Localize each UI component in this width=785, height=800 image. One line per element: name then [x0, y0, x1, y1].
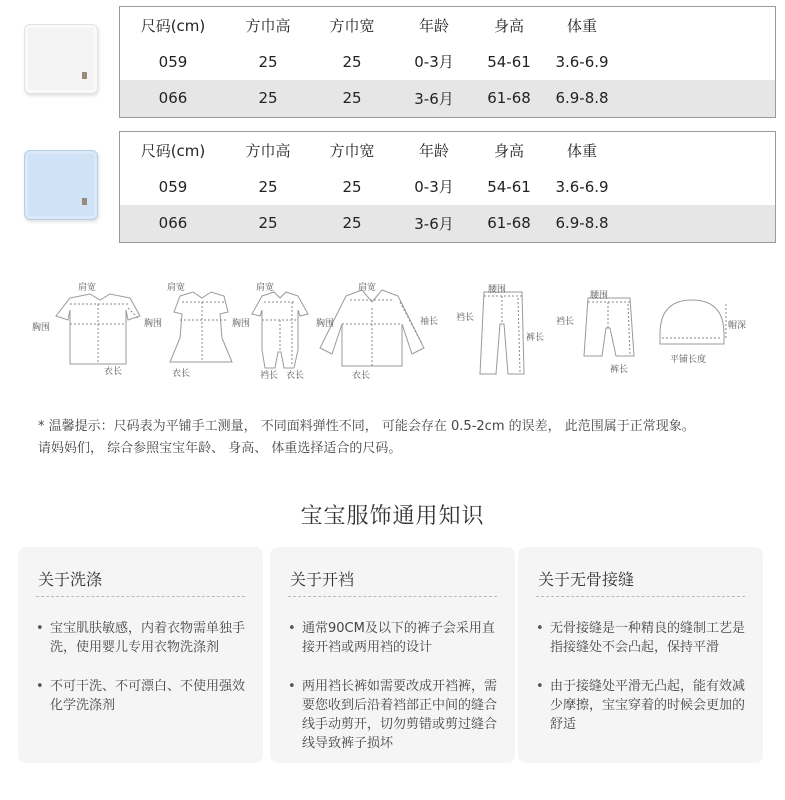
header-cell: 方巾宽: [329, 16, 375, 35]
label-length-2: 衣长: [172, 369, 191, 379]
table-cell: 25: [342, 214, 362, 233]
card-title: 关于洗涤: [36, 567, 245, 597]
tip-line-1: * 温馨提示：尺码表为平铺手工测量， 不同面料弹性不同， 可能会存在 0.5-2cm 的误差， 此范围属于正常现象。: [38, 419, 695, 434]
label-length-1: 衣长: [104, 367, 123, 377]
table-cell: 25: [258, 177, 278, 196]
measurement-diagrams-svg: [30, 278, 760, 388]
table-cell: 066: [158, 214, 188, 233]
blue-towel-image: [24, 150, 98, 220]
label-chest-3: 胸围: [232, 319, 251, 329]
label-pants-length-6: 裤长: [610, 365, 629, 375]
label-crotch-6: 裆长: [556, 317, 575, 327]
list-item: • 不可干洗、不可漂白、不使用强效化学洗涤剂: [36, 677, 245, 715]
list-item: • 无骨接缝是一种精良的缝制工艺是指接缝处不会凸起，保持平滑: [536, 619, 745, 657]
label-shoulder-3: 肩宽: [256, 283, 275, 293]
table-row: [120, 169, 775, 206]
card-washing: [18, 547, 263, 763]
table-cell: 059: [158, 52, 188, 71]
table-cell: 25: [258, 89, 278, 108]
table-header-row: [120, 132, 775, 169]
card-list: [36, 619, 245, 715]
table-cell: 25: [258, 214, 278, 233]
header-cell: 体重: [566, 141, 597, 160]
label-chest-4: 胸围: [316, 319, 335, 329]
header-cell: 体重: [566, 16, 597, 35]
list-item: • 通常90CM及以下的裤子会采用直接开裆或两用裆的设计: [288, 619, 497, 657]
towel-tag: [82, 198, 87, 205]
table-row: [120, 205, 775, 242]
card-title: 关于无骨接缝: [536, 567, 745, 597]
white-towel-image: [24, 24, 98, 94]
size-table-white: [119, 6, 776, 118]
table-cell: 3.6-6.9: [555, 52, 609, 71]
label-waist-6: 腰围: [590, 291, 609, 301]
table-cell: 059: [158, 177, 188, 196]
table-cell: 6.9-8.8: [555, 89, 609, 108]
header-cell: 尺码(cm): [140, 141, 206, 160]
card-list: [288, 619, 497, 753]
table-cell: 61-68: [487, 214, 531, 233]
sizing-tip: [38, 416, 758, 460]
table-cell: 54-61: [487, 52, 531, 71]
table-cell: 0-3月: [414, 53, 454, 72]
shorts-shape: [584, 298, 634, 356]
table-cell: 25: [342, 177, 362, 196]
table-header-row: [120, 7, 775, 44]
header-cell: 身高: [493, 16, 524, 35]
label-chest-2: 胸围: [144, 319, 163, 329]
table-cell: 6.9-8.8: [555, 214, 609, 233]
table-cell: 25: [342, 52, 362, 71]
list-item: • 由于接缝处平滑无凸起，能有效减少摩擦，宝宝穿着的时候会更加的舒适: [536, 677, 745, 734]
list-item: • 两用裆长裤如需要改成开裆裤，需要您收到后沿着裆部正中间的缝合线手动剪开，切勿剪错或剪过缝合线导致裤子损坏: [288, 677, 497, 753]
table-cell: 54-61: [487, 177, 531, 196]
label-shoulder-1: 肩宽: [78, 283, 97, 293]
label-length-4: 衣长: [352, 371, 371, 381]
table-row: [120, 44, 775, 81]
label-flat-length: 平铺长度: [670, 355, 707, 365]
header-cell: 尺码(cm): [140, 16, 206, 35]
label-hat-depth: 帽深: [728, 321, 747, 331]
label-crotch-5: 裆长: [456, 313, 475, 323]
table-cell: 25: [342, 89, 362, 108]
label-chest-1: 胸围: [32, 323, 51, 333]
label-crotch-3: 裆长: [260, 371, 279, 381]
label-shoulder-4: 肩宽: [358, 283, 377, 293]
table-cell: 0-3月: [414, 178, 454, 197]
label-pants-length-5: 裤长: [526, 333, 545, 343]
table-cell: 61-68: [487, 89, 531, 108]
table-row: [120, 80, 775, 117]
label-waist-5: 腰围: [488, 285, 507, 295]
card-seamless: [518, 547, 763, 763]
card-list: [536, 619, 745, 734]
header-cell: 年龄: [418, 141, 449, 160]
card-title: 关于开裆: [288, 567, 497, 597]
table-cell: 3-6月: [414, 89, 454, 108]
hat-shape: [660, 300, 724, 344]
towel-tag: [82, 72, 87, 79]
table-cell: 3-6月: [414, 214, 454, 233]
card-open-crotch: [270, 547, 515, 763]
table-cell: 25: [258, 52, 278, 71]
header-cell: 方巾高: [245, 16, 291, 35]
label-shoulder-2: 肩宽: [167, 283, 186, 293]
label-length-3: 衣长: [286, 371, 305, 381]
header-cell: 方巾宽: [329, 141, 375, 160]
measurement-diagrams: [30, 278, 760, 388]
table-cell: 066: [158, 89, 188, 108]
list-item: • 宝宝肌肤敏感，内着衣物需单独手洗，使用婴儿专用衣物洗涤剂: [36, 619, 245, 657]
header-cell: 身高: [493, 141, 524, 160]
tip-line-2: 请妈妈们， 综合参照宝宝年龄、 身高、 体重选择适合的尺码。: [38, 441, 402, 456]
header-cell: 年龄: [418, 16, 449, 35]
table-cell: 3.6-6.9: [555, 177, 609, 196]
size-table-blue: [119, 131, 776, 243]
label-sleeve-4: 袖长: [420, 317, 439, 327]
section-title: 宝宝服饰通用知识: [300, 504, 485, 529]
header-cell: 方巾高: [245, 141, 291, 160]
